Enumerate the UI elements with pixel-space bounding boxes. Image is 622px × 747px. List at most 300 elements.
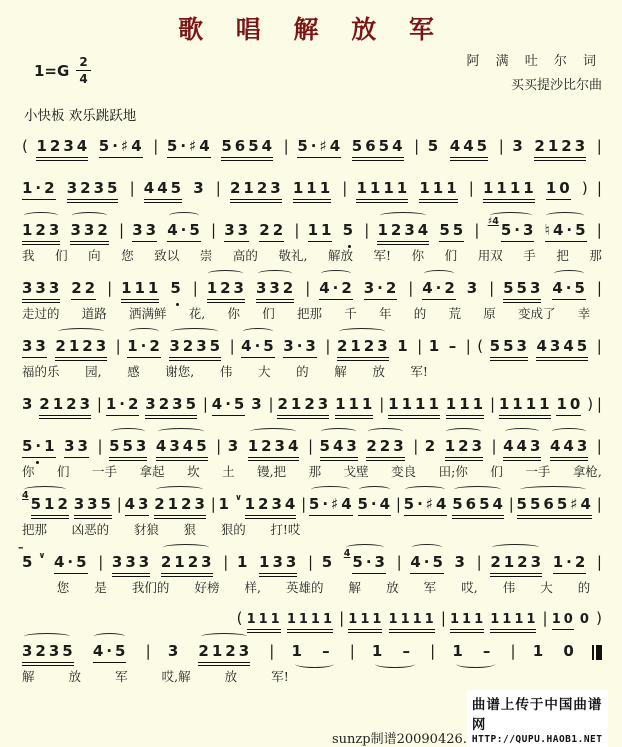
note-token: 5·1 — [22, 437, 58, 455]
key-label: 1=G — [34, 61, 70, 80]
notes-row — [22, 268, 602, 305]
lyric-word: 放 — [386, 580, 399, 596]
note-token: 1 — [452, 642, 466, 661]
note-token: 5565♯4 — [517, 495, 594, 513]
barline: | — [395, 495, 401, 514]
lyric-word: 田;你 — [438, 464, 468, 480]
grace-note: 4 — [22, 490, 29, 502]
note-token: 333 — [111, 553, 153, 572]
note-token: 111 — [419, 179, 460, 198]
lyrics-row — [57, 580, 591, 595]
note-token: 3235 — [145, 395, 200, 414]
barline: | — [202, 395, 208, 414]
lyric-word: 解 — [334, 364, 347, 380]
lyric-word: 你 — [227, 306, 240, 322]
lyric-word: 变良 — [391, 464, 417, 480]
lyric-word: 福的乐 — [22, 364, 60, 380]
barline: | — [210, 495, 216, 514]
slur-arc — [169, 212, 200, 219]
note-token: 5654 — [221, 137, 276, 156]
note-token: 1234 — [36, 137, 91, 156]
note-token: 1 — [236, 553, 251, 572]
lyrics-row — [22, 522, 300, 537]
breath-mark: ∨ — [234, 493, 242, 504]
lyric-word: 伟 — [219, 364, 233, 380]
note-token: 0 — [563, 642, 577, 661]
note-token: 1234 — [377, 221, 431, 239]
note-token: 3 — [512, 137, 526, 156]
slur-arc — [546, 212, 584, 219]
lyric-word: 道路 — [81, 306, 107, 322]
barline: | — [342, 179, 348, 198]
note-token: ( — [236, 609, 243, 628]
note-token: 0 — [579, 612, 592, 628]
note-token: 111 — [335, 395, 376, 414]
slur-arc — [24, 486, 66, 493]
note-token: 5 — [321, 553, 336, 572]
watermark-box — [467, 690, 608, 747]
note-token: 5·4 — [358, 495, 394, 513]
note-token: 4·5 — [241, 337, 277, 355]
staff-system — [22, 384, 602, 421]
slur-arc — [201, 633, 247, 640]
note-token: 5·♯4 — [166, 137, 213, 156]
note-token: 2123 — [161, 553, 215, 571]
lyrics-row — [22, 364, 428, 379]
tempo-marking: 小快板 欢乐跳跃地 — [24, 108, 137, 125]
note-token: 4·5 — [211, 395, 248, 414]
barline: | — [215, 179, 221, 198]
staff-system — [22, 484, 602, 537]
slur-arc — [94, 633, 125, 640]
note-token: 33 — [64, 437, 91, 456]
note-token: $^4$ 512 — [22, 495, 71, 513]
slur-arc — [446, 428, 481, 435]
note-token: ( — [22, 137, 28, 156]
barline: | — [211, 221, 217, 240]
note-token: 1·2 — [552, 553, 589, 572]
note-token: 4·5 — [167, 221, 203, 239]
barline: | — [596, 137, 602, 156]
note-token: 3 — [454, 553, 468, 572]
lyric-word: 豺狼 — [133, 522, 159, 538]
lyric-word: 一手 — [92, 464, 118, 480]
note-token: 1234 — [244, 495, 299, 514]
slur-arc — [58, 328, 104, 335]
final-barline — [596, 645, 602, 660]
lyrics-row — [22, 464, 602, 479]
note-token: 335 — [73, 495, 114, 514]
note-token: 1 — [397, 337, 411, 356]
barline: | — [414, 137, 420, 156]
note-token: 5654 — [351, 137, 406, 156]
note-token: 2123 — [337, 337, 391, 355]
note-token: 111 — [445, 395, 487, 414]
notes-row — [22, 326, 602, 363]
lyric-word: 戈壁 — [343, 464, 369, 480]
lyric-word: 样, — [244, 580, 261, 596]
lyric-word: 把那 — [22, 522, 48, 538]
lyric-word: 变成了 — [517, 306, 556, 322]
note-token: 1 — [532, 642, 547, 661]
lyric-word: 狠 — [183, 522, 197, 538]
barline: | — [145, 642, 151, 661]
note-token: 5·♯4 — [404, 495, 450, 513]
note-token: 443 — [503, 437, 543, 455]
slur-arc — [380, 212, 426, 219]
note-token: 22 — [71, 279, 99, 298]
barline: | — [596, 553, 602, 572]
note-token: ) — [581, 179, 588, 198]
note-token: 5 — [343, 221, 356, 239]
barline: | — [116, 495, 122, 514]
barline: | — [307, 553, 314, 572]
lyric-word: 手 — [523, 248, 536, 264]
note-token: 3 — [466, 279, 481, 298]
meter-numerator: 2 — [76, 56, 90, 71]
note-token: 1234 — [248, 437, 302, 455]
slur-arc — [424, 270, 455, 277]
lyric-word: 谢您, — [165, 364, 195, 380]
staff-system — [22, 426, 602, 479]
note-token: 3 — [227, 437, 242, 456]
barline: | — [294, 221, 300, 240]
note-token: 111 — [292, 179, 334, 198]
breath-mark: ∨ — [38, 551, 46, 562]
barline: | — [223, 553, 229, 572]
lyric-word: 打!哎 — [270, 522, 301, 538]
lyrics-row — [22, 306, 590, 321]
lyric-word: 你 — [22, 464, 35, 480]
note-token: 332 — [256, 279, 296, 297]
slur-arc — [321, 270, 352, 277]
note-token: 1·2 — [127, 337, 163, 355]
slur-arc — [412, 544, 443, 551]
note-token: 2123 — [534, 137, 589, 156]
note-token: 4·5 — [410, 553, 446, 571]
lyric-word: 解 — [22, 669, 35, 685]
slur-arc — [72, 212, 107, 219]
note-token: ( — [477, 337, 484, 356]
lyric-word: 军! — [410, 364, 428, 380]
footer — [22, 690, 602, 747]
note-token: $^4$ 5·3 — [344, 553, 388, 571]
slur-arc — [158, 428, 204, 435]
lyric-word: 解 — [348, 580, 362, 596]
note-token: 3235 — [22, 642, 76, 660]
barline: | — [498, 137, 504, 156]
note-token: 4345 — [156, 437, 210, 455]
note-token: 3·2 — [363, 279, 400, 298]
barline: | — [596, 221, 602, 240]
lyric-word: 您 — [121, 248, 134, 264]
lyric-word: 把那 — [296, 306, 322, 322]
note-token: 123 — [22, 221, 62, 239]
staff-system — [22, 210, 602, 263]
watermark-site-url: HTTP://QUPU.HAOB1.NET — [471, 734, 603, 746]
note-token: 5 — [170, 279, 183, 297]
barline: | — [118, 221, 125, 240]
barline: | — [98, 553, 104, 572]
slur-arc — [405, 486, 444, 493]
lyric-word: 用双 — [477, 248, 503, 264]
tie-under-arc — [375, 660, 414, 668]
lyrics-row — [22, 669, 289, 684]
note-token: 4·2 — [422, 279, 458, 297]
lyric-word: 洒满鲜 — [129, 306, 167, 322]
note-token: 123 — [207, 279, 247, 297]
lyric-word: 的 — [413, 306, 427, 322]
slur-arc — [24, 212, 59, 219]
note-token: 3 — [251, 395, 265, 414]
note-token: – 5 ∨ — [18, 541, 46, 572]
staff-system — [18, 541, 602, 596]
note-token: 111 — [246, 612, 283, 628]
lyric-word: 感 — [127, 364, 140, 380]
note-token: 3 — [22, 395, 36, 414]
note-token: – — [322, 642, 333, 660]
notes-row — [22, 126, 602, 163]
lyric-word: 把 — [556, 248, 569, 264]
slur-arc — [243, 328, 274, 335]
note-token: 1111 — [286, 612, 335, 628]
lyric-word: 荒 — [448, 306, 461, 322]
barline: | — [596, 395, 602, 414]
staff-system — [22, 600, 602, 684]
barline: | — [115, 337, 121, 356]
barline: | — [192, 279, 198, 298]
note-token: 33 — [22, 337, 49, 356]
note-token: 3 — [193, 179, 207, 198]
lyric-word: 们 — [490, 464, 503, 480]
slur-arc — [520, 486, 587, 493]
lyric-word: 大 — [540, 580, 553, 596]
tie-mark: – — [18, 541, 24, 555]
lyric-word: 军 — [115, 669, 128, 685]
note-token: 11 — [307, 221, 335, 240]
lyric-word: 的 — [577, 580, 591, 596]
lyrics-row — [22, 248, 602, 263]
barline: | — [440, 609, 446, 628]
note-token: $^{♯4}$ 5·3 — [488, 221, 537, 239]
note-token: 445 — [449, 137, 491, 156]
barline: | — [129, 179, 135, 198]
lyric-word: 拿起 — [139, 464, 165, 480]
note-token: 1·2 — [22, 179, 58, 198]
note-token: 43 — [124, 495, 152, 514]
note-token: 2123 — [229, 179, 284, 198]
barline: | — [596, 495, 602, 514]
barline: | — [107, 279, 113, 298]
lyric-word: 您 — [56, 580, 70, 596]
slur-arc — [250, 428, 296, 435]
lyric-word: 我 — [22, 248, 35, 264]
slur-arc — [552, 428, 587, 435]
barline: | — [596, 179, 602, 198]
barline: | — [474, 221, 480, 240]
note-token: 543 — [320, 437, 360, 455]
notes-row — [18, 541, 602, 579]
lyric-word: 好榜 — [194, 580, 220, 596]
slur-arc — [554, 270, 585, 277]
note-token: – — [402, 642, 413, 660]
barline: | — [339, 609, 345, 628]
barline: | — [596, 437, 602, 456]
tie-under-arc — [456, 660, 495, 668]
note-token: 111 — [450, 612, 487, 628]
note-token: 445 — [143, 179, 185, 198]
notes-row — [22, 210, 602, 247]
lyric-word: 们 — [55, 248, 68, 264]
slur-arc — [24, 633, 70, 640]
lyric-word: 伟 — [502, 580, 516, 596]
barline: | — [430, 642, 436, 661]
note-token: 123 — [445, 437, 485, 455]
note-token: 4345 — [536, 337, 591, 356]
lyric-word: 坎 — [187, 464, 200, 480]
slur-arc — [492, 544, 538, 551]
note-token: 111 — [121, 279, 162, 298]
note-token: 5·♯4 — [98, 137, 145, 156]
staff-system — [22, 268, 602, 321]
note-token: 22 — [259, 221, 287, 240]
note-token: 5·♯4 — [309, 495, 355, 513]
barline: | — [489, 395, 495, 414]
barline: | — [305, 279, 311, 298]
note-token: ♮4·5 — [545, 221, 589, 239]
lyric-word: 凶恶的 — [71, 522, 110, 538]
credits — [466, 50, 602, 98]
notes-row — [22, 426, 602, 463]
lyric-word: 幸 — [577, 306, 591, 322]
lyric-word: 致以 — [154, 248, 180, 264]
barline: | — [307, 437, 314, 456]
note-token: 2 — [424, 437, 439, 456]
barline: | — [510, 642, 516, 661]
note-token: 1111 — [498, 395, 553, 414]
barline: | — [301, 495, 307, 514]
note-token: ) — [596, 609, 602, 628]
lyric-word: 军! — [271, 669, 289, 685]
note-token: 223 — [366, 437, 406, 455]
note-token: 2123 — [198, 642, 252, 660]
lyric-word: 的 — [296, 364, 309, 380]
note-token: 3·3 — [283, 337, 319, 356]
note-token: 1111 — [490, 612, 539, 628]
lyric-word: 土 — [222, 464, 235, 480]
watermark-site-name: 曲谱上传于中国曲谱网 — [471, 697, 603, 734]
lyric-word: 大 — [257, 364, 271, 380]
note-token: 4·2 — [319, 279, 355, 297]
slur-arc — [454, 486, 500, 493]
note-token: 3235 — [66, 179, 121, 198]
engraver-credit: sunzp制谱20090426. — [332, 732, 467, 747]
slur-arc — [359, 486, 390, 493]
notes-row — [22, 168, 602, 205]
notes-row — [22, 384, 602, 421]
staff-system — [22, 126, 602, 163]
note-token: 33 — [132, 221, 160, 240]
barline: | — [364, 221, 370, 240]
page-title: 歌 唱 解 放 军 — [178, 15, 446, 44]
note-token: 3235 — [169, 337, 223, 355]
barline: | — [468, 179, 474, 198]
lyric-word: 镘,把 — [257, 464, 287, 480]
note-token: 55 — [439, 221, 467, 240]
grace-note: ♯4 — [487, 216, 499, 228]
note-token: 1 — [371, 642, 386, 661]
note-token: 5 — [427, 137, 442, 156]
barline: | — [413, 437, 419, 456]
lyricist-credit: 阿 满 吐 尔 词 — [466, 54, 602, 69]
lyric-word: 崇 — [199, 248, 213, 264]
barline: | — [268, 395, 274, 414]
barline: | — [229, 337, 235, 356]
barline: | — [596, 337, 602, 356]
note-token: 133 — [259, 553, 300, 572]
lyric-word: 拿枪, — [572, 464, 602, 480]
note-token: – — [448, 337, 460, 356]
note-token: 2123 — [55, 337, 109, 355]
note-token: 553 — [109, 437, 149, 455]
lyric-word: 高的 — [232, 248, 258, 264]
lyric-word: 英雄的 — [286, 580, 324, 596]
barline: | — [325, 337, 331, 356]
note-token: 1·2 — [105, 395, 142, 414]
note-token: – — [483, 642, 494, 660]
barline: | — [216, 437, 222, 456]
note-token: 111 — [348, 612, 385, 628]
lyric-word: 放 — [372, 364, 385, 380]
barline: | — [283, 137, 289, 156]
lyric-word: 一手 — [525, 464, 551, 480]
note-token: 1111 — [482, 179, 537, 198]
note-token: 2123 — [154, 495, 208, 513]
lyric-word: 那 — [589, 248, 602, 264]
lyric-word: 园, — [85, 364, 102, 380]
meta-row — [22, 50, 602, 98]
lyric-word: 那 — [308, 464, 322, 480]
lyric-word: 们 — [444, 248, 458, 264]
tie-under-arc — [295, 660, 334, 668]
barline: | — [596, 279, 602, 298]
note-token: 1111 — [388, 395, 442, 414]
score-body — [18, 126, 602, 685]
note-token: 1 ∨ — [218, 493, 242, 514]
slur-arc — [346, 544, 384, 551]
barline: | — [489, 279, 495, 298]
barline: | — [153, 137, 159, 156]
lyric-word: 解放 — [327, 248, 353, 264]
note-token: 332 — [70, 221, 110, 239]
lyric-word: 哎,解 — [161, 669, 191, 685]
notes-row — [22, 484, 602, 521]
staff-system — [22, 326, 602, 379]
note-token: ) — [587, 395, 594, 414]
note-token: 10 — [556, 395, 584, 414]
barline: | — [508, 495, 514, 514]
slur-arc — [111, 428, 146, 435]
meter-denominator: 4 — [79, 72, 88, 86]
barline: | — [542, 609, 548, 628]
barline: | — [476, 553, 482, 572]
note-token: 10 — [551, 612, 576, 628]
slur-arc — [311, 486, 350, 493]
note-token: 33 — [224, 221, 252, 240]
slur-arc — [505, 428, 540, 435]
key-signature — [34, 56, 91, 85]
note-token: 2123 — [39, 395, 94, 414]
